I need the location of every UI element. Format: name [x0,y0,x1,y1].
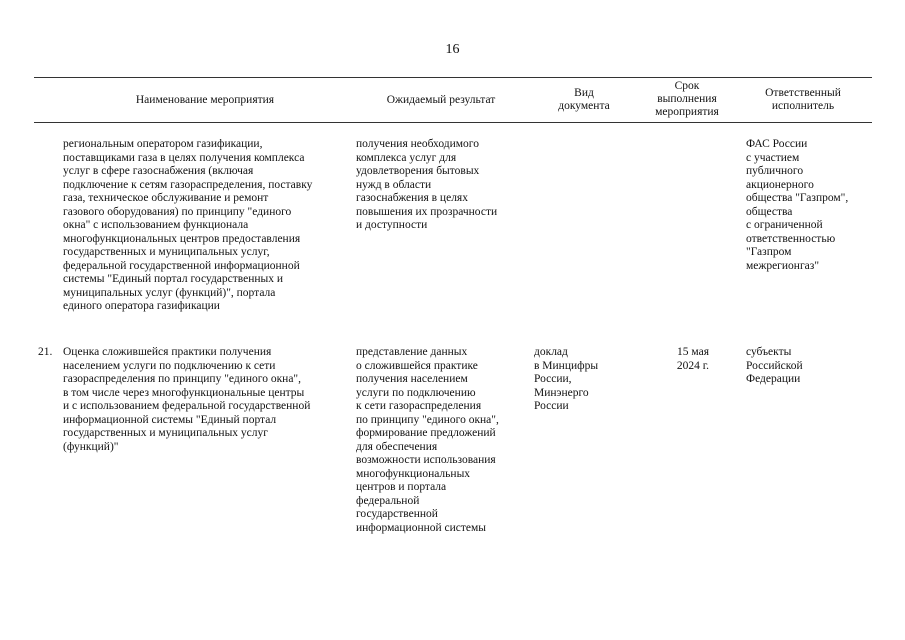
text-line: субъекты [746,346,792,358]
text-line: системы "Единый портал государственных и [63,273,284,285]
header-deadline [640,80,734,119]
text-line: комплекса услуг для [356,151,457,164]
text-line: окна" с использованием функционала [63,219,249,231]
text-line: формирование предложений [356,427,496,439]
text-line: по принципу "единого окна", [356,413,499,426]
text-line: информационной системы "Единый портал [63,413,277,426]
text-line: федеральной [356,494,420,507]
text-line: доклад [534,346,568,358]
table-header-top-rule [34,77,872,78]
text-line: Ожидаемый результат [386,94,496,106]
text-line: 2024 г. [676,359,709,372]
text-line: центров и портала [356,481,447,493]
text-line: ФАС России [746,138,808,150]
text-line: услуги по подключению [356,386,476,399]
text-line: Вид [574,87,594,99]
text-line: получения необходимого [356,138,479,150]
text-line: в том числе через многофункциональные центры [63,386,305,399]
text-line: с ограниченной [746,219,823,231]
text-line: документа [558,100,610,112]
text-line: представление данных [356,346,468,358]
text-line: возможности использования [356,454,496,466]
text-line: ответственностью [746,232,836,245]
page-number: 16 [445,42,460,57]
header-event-name [60,94,350,107]
text-line: газового оборудования) по принципу "единого [63,205,292,218]
text-line: России [534,400,569,412]
header-expected-result [352,94,530,107]
text-line: общества "Газпром", [746,192,849,204]
text-line: с участием [746,151,800,164]
text-line: акционерного [746,178,814,191]
text-line: публичного [746,165,804,177]
text-line: муниципальных услуг (функций)", портала [63,286,276,299]
text-line: многофункциональных [356,467,471,480]
header-responsible [748,87,858,113]
text-line: газораспределения по принципу "единого окна", [63,373,301,385]
text-line: повышения их прозрачности [356,205,498,218]
text-line: исполнитель [771,100,835,112]
row-responsible [746,138,870,273]
text-line: информационной системы [356,521,487,534]
row-expected-result [356,346,528,535]
text-line: Федерации [746,373,801,385]
text-line: региональным оператором газификации, [63,138,263,150]
row-event-name [63,138,351,314]
row-number: 21. [38,346,53,358]
text-line: газа, техническое обслуживание и ремонт [63,192,269,204]
row-event-name [63,346,351,454]
text-line: получения населением [356,373,468,385]
text-line: единого оператора газификации [63,300,220,312]
table-header-bottom-rule [34,122,872,123]
text-line: государственной [356,508,438,520]
text-line: 15 мая [677,346,709,358]
text-line: Наименование мероприятия [135,94,275,106]
text-line: населением услуги по подключению к сети [63,359,276,372]
text-line: государственных и муниципальных услуг [63,427,268,439]
text-line: о сложившейся практике [356,359,478,372]
text-line: и доступности [356,219,428,231]
text-line: Минэнерго [534,386,589,399]
text-line: межрегионгаз" [746,259,820,272]
text-line: удовлетворения бытовых [356,165,480,177]
text-line: в Минцифры [534,359,599,372]
text-line: к сети газораспределения [356,400,482,412]
row-responsible [746,346,870,387]
text-line: Оценка сложившейся практики получения [63,346,272,358]
text-line: (функций)" [63,440,119,453]
text-line: Ответственный [765,87,841,99]
row-deadline [640,346,735,373]
text-line: общества [746,205,793,218]
text-line: выполнения [657,93,717,105]
text-line: России, [534,373,572,385]
text-line: мероприятия [655,106,719,118]
text-line: федеральной государственной информационной [63,259,300,272]
text-line: для обеспечения [356,440,438,453]
text-line: подключение к сетям газораспределения, поставку [63,178,313,191]
text-line: Срок [674,80,700,92]
row-document-type [534,346,634,414]
text-line: газоснабжения в целях [356,192,468,204]
text-line: Российской [746,359,803,372]
row-expected-result [356,138,528,233]
text-line: многофункциональных центров предоставления [63,232,301,245]
text-line: поставщиками газа в целях получения комплекса [63,151,305,164]
text-line: нужд в области [356,178,432,191]
text-line: услуг в сфере газоснабжения (включая [63,165,254,177]
text-line: и с использованием федеральной государственной [63,400,311,412]
header-document-type [534,87,634,113]
text-line: "Газпром [746,246,792,258]
text-line: государственных и муниципальных услуг, [63,246,270,258]
